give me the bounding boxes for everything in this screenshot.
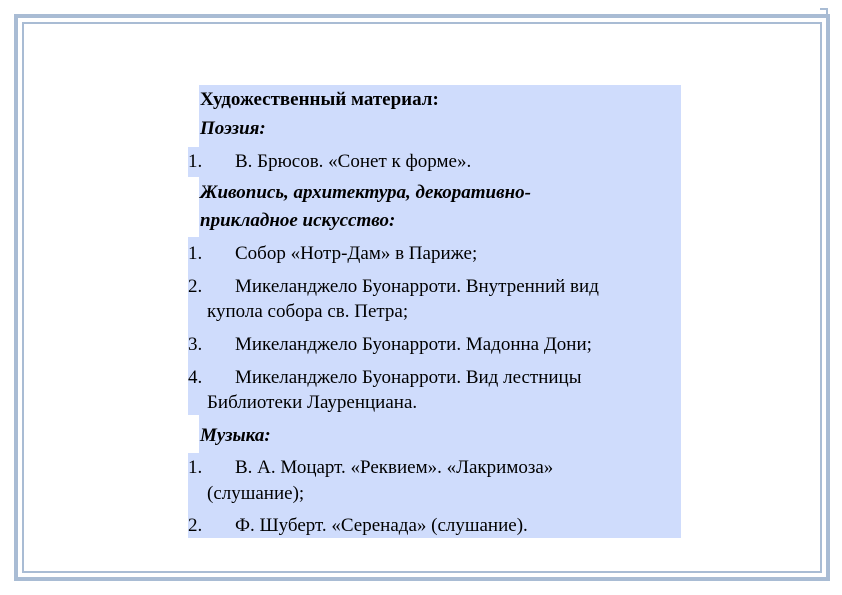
section-heading-music: Музыка: bbox=[200, 425, 271, 446]
document-title: Художественный материал: bbox=[200, 89, 439, 110]
section-heading-poetry: Поэзия: bbox=[200, 118, 266, 139]
highlight-block bbox=[199, 415, 681, 453]
list-item-number: 2. bbox=[188, 276, 203, 297]
section-heading-art: Живопись, архитектура, декоративно- bbox=[200, 182, 531, 203]
list-item-number: 1. bbox=[188, 243, 203, 264]
list-item-number: 4. bbox=[188, 367, 203, 388]
list-item-number: 1. bbox=[188, 151, 203, 172]
list-item-text-cont: купола собора св. Петра; bbox=[207, 301, 409, 322]
list-item-text: Собор «Нотр-Дам» в Париже; bbox=[235, 243, 478, 264]
section-heading-art-cont: прикладное искусство: bbox=[200, 210, 396, 231]
list-item-number: 1. bbox=[188, 457, 203, 478]
list-item-text: В. А. Моцарт. «Реквием». «Лакримоза» bbox=[235, 457, 554, 478]
list-item-text-cont: (слушание); bbox=[207, 483, 305, 504]
list-item-text-cont: Библиотеки Лауренциана. bbox=[207, 392, 418, 413]
list-item-number: 2. bbox=[188, 515, 203, 536]
list-item-text: Микеланджело Буонарроти. Мадонна Дони; bbox=[235, 334, 592, 355]
list-item-number: 3. bbox=[188, 334, 203, 355]
list-item-text: Ф. Шуберт. «Серенада» (слушание). bbox=[235, 515, 528, 536]
list-item-text: Микеланджело Буонарроти. Внутренний вид bbox=[235, 276, 599, 297]
list-item-text: В. Брюсов. «Сонет к форме». bbox=[235, 151, 472, 172]
list-item-text: Микеланджело Буонарроти. Вид лестницы bbox=[235, 367, 582, 388]
